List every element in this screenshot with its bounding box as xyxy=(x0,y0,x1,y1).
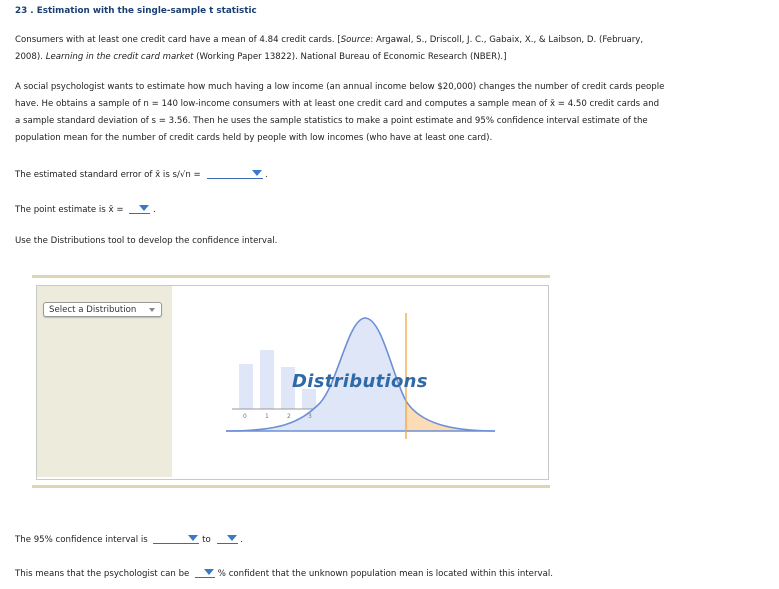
select-distribution-button[interactable]: Select a Distribution xyxy=(43,302,162,317)
dropdown-arrow-icon xyxy=(227,535,237,541)
tool-top-rule xyxy=(32,275,550,278)
point-estimate-question: The point estimate is x̄ = . xyxy=(15,202,156,215)
tick-label: 2 xyxy=(287,413,291,420)
point-estimate-dropdown[interactable] xyxy=(129,202,150,214)
confidence-interval-question: The 95% confidence interval is to . xyxy=(15,532,243,545)
distributions-logo-text: Distributions xyxy=(292,371,428,392)
histogram-bar xyxy=(260,350,274,409)
ci-upper-dropdown[interactable] xyxy=(217,532,238,544)
histogram-bar xyxy=(239,364,253,409)
ci-lower-dropdown[interactable] xyxy=(153,532,199,544)
confidence-level-dropdown[interactable] xyxy=(195,566,215,578)
confidence-level-question: This means that the psychologist can be % confident that the unknown population mean is located within this interval. xyxy=(15,566,553,579)
tick-label: 3 xyxy=(308,413,312,420)
histogram-bar xyxy=(302,389,316,409)
dropdown-arrow-icon xyxy=(139,205,149,211)
dropdown-arrow-icon xyxy=(204,569,214,575)
std-error-dropdown[interactable] xyxy=(207,167,263,179)
tool-instruction: Use the Distributions tool to develop the confidence interval. xyxy=(15,236,278,246)
source-paragraph: Consumers with at least one credit card have a mean of 4.84 credit cards. [Source: Argawal, S., Driscoll, J. C., Gabaix, X., & Laibson, D. (February, 2008). Learning in the credit card market (Working Paper 13822). National Bureau of Economic Research (NBER).] xyxy=(15,35,644,62)
tick-label: 0 xyxy=(243,413,247,420)
dropdown-arrow-icon xyxy=(188,535,198,541)
chevron-down-icon xyxy=(149,308,155,312)
dropdown-arrow-icon xyxy=(252,170,262,176)
scenario-paragraph: A social psychologist wants to estimate how much having a low income (an annual income below $20,000) changes the number of credit cards people have. He obtains a sample of n = 140 low-income consumers with at least one credit card and computes a sample mean of x̄ = 4.50 credit cards and a sample standard deviation of s = 3.56. Then he uses the sample statistics to make a point estimate and 95% confidence interval estimate of the population mean for the number of credit cards held by people with low incomes (who have at least one card). xyxy=(15,82,665,143)
std-error-question: The estimated standard error of x̄ is s/√n = . xyxy=(15,167,268,180)
tick-label: 1 xyxy=(265,413,269,420)
question-title: 23 . Estimation with the single-sample t statistic xyxy=(15,6,257,16)
tool-bottom-rule xyxy=(32,485,550,488)
